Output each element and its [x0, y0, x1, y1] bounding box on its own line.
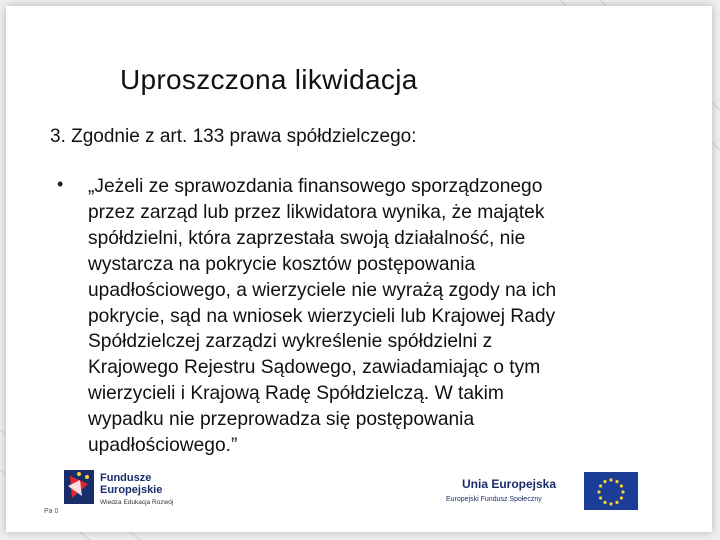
fundusze-europejskie-logo [60, 462, 200, 514]
bullet-marker: • [57, 174, 64, 194]
quote-paragraph [88, 174, 650, 459]
quote-line: Spółdzielczej zarządzi wykreślenie spółdzielni z [88, 331, 493, 353]
funds-logo-tagline: Wiedza Edukacja Rozwój [100, 499, 174, 506]
quote-line: „Jeżeli ze sprawozdania finansowego sporządzonego [88, 176, 543, 197]
quote-line: spółdzielni, która zaprzestała swoją działalność, nie [88, 227, 526, 249]
quote-line: pokrycie, sąd na wniosek wierzycieli lub Krajowej Rady [88, 305, 556, 327]
funds-logo-line2: Europejskie [100, 484, 163, 496]
funds-logo-icon [64, 470, 94, 504]
quote-line: upadłościowego, a wierzyciele nie wyrażą zgody na ich [88, 279, 557, 301]
slide-title: Uproszczona likwidacja [120, 64, 418, 95]
quote-line: upadłościowego.” [88, 435, 238, 457]
quote-line: przez zarząd lub przez likwidatora wynika, że majątek [88, 201, 545, 223]
intro-text: 3. Zgodnie z art. 133 prawa spółdzielczego: [50, 126, 417, 147]
footer-mark: Pa 0 [44, 508, 59, 515]
funds-logo-line1: Fundusze [100, 472, 152, 484]
quote-line: wystarcza na pokrycie kosztów postępowania [88, 253, 476, 275]
quote-line: wypadku nie przeprowadza się postępowania [88, 409, 475, 431]
quote-line: wierzycieli i Krajową Radę Spółdzielczą. W takim [88, 383, 504, 405]
eu-logo [444, 470, 640, 514]
eu-logo-title: Unia Europejska [462, 477, 557, 491]
quote-line: Krajowego Rejestru Sądowego, zawiadamiając o tym [88, 357, 541, 379]
eu-flag-icon [584, 472, 638, 510]
eu-logo-subtitle: Europejski Fundusz Społeczny [446, 496, 542, 503]
